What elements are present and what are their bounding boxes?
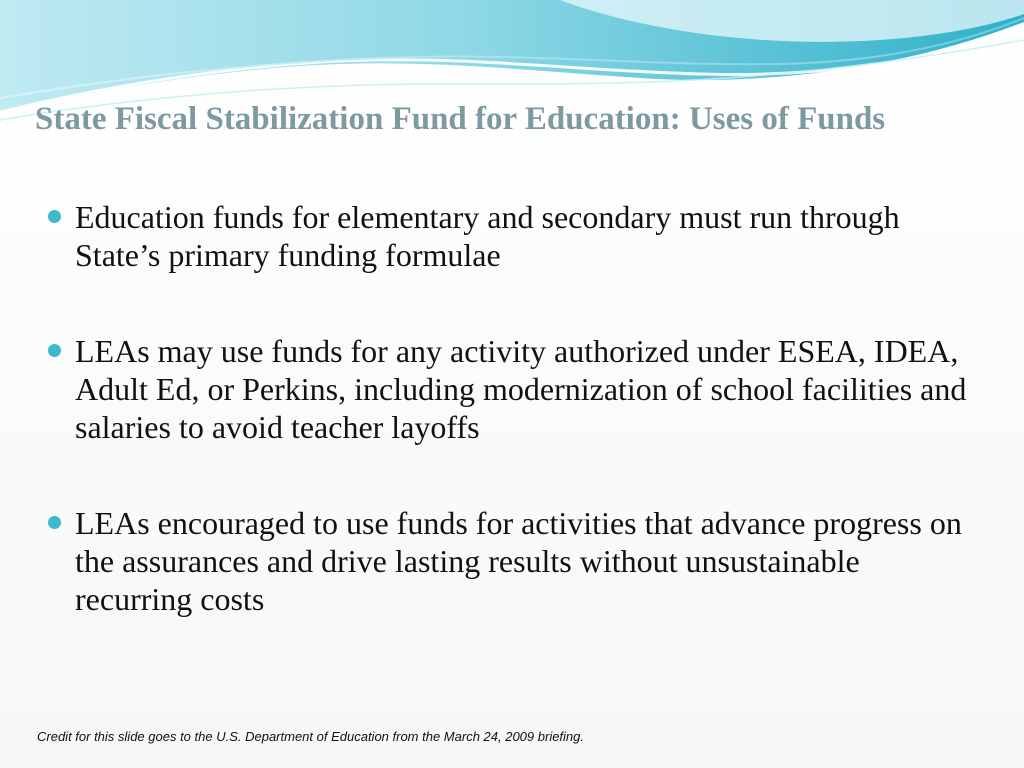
slide-title: State Fiscal Stabilization Fund for Education: Uses of Funds bbox=[35, 101, 886, 137]
credit-note: Credit for this slide goes to the U.S. Department of Education from the March 24, 2009 briefing. bbox=[37, 729, 585, 744]
bullet-text: LEAs encouraged to use funds for activities that advance progress on the assurances and drive lasting results without unsustainable recurring costs bbox=[75, 505, 962, 617]
bullet-text: Education funds for elementary and secondary must run through State’s primary funding formulae bbox=[75, 199, 900, 273]
bullet-dot-icon bbox=[48, 516, 61, 529]
bullet-dot-icon bbox=[48, 210, 61, 223]
bullet-list bbox=[47, 198, 967, 618]
bullet-item bbox=[47, 198, 967, 274]
bullet-item bbox=[47, 504, 967, 618]
bullet-dot-icon bbox=[48, 344, 61, 357]
bullet-item bbox=[47, 332, 967, 446]
bullet-text: LEAs may use funds for any activity authorized under ESEA, IDEA, Adult Ed, or Perkins, including modernization of school facilities and salaries to avoid teacher layoffs bbox=[75, 333, 967, 445]
